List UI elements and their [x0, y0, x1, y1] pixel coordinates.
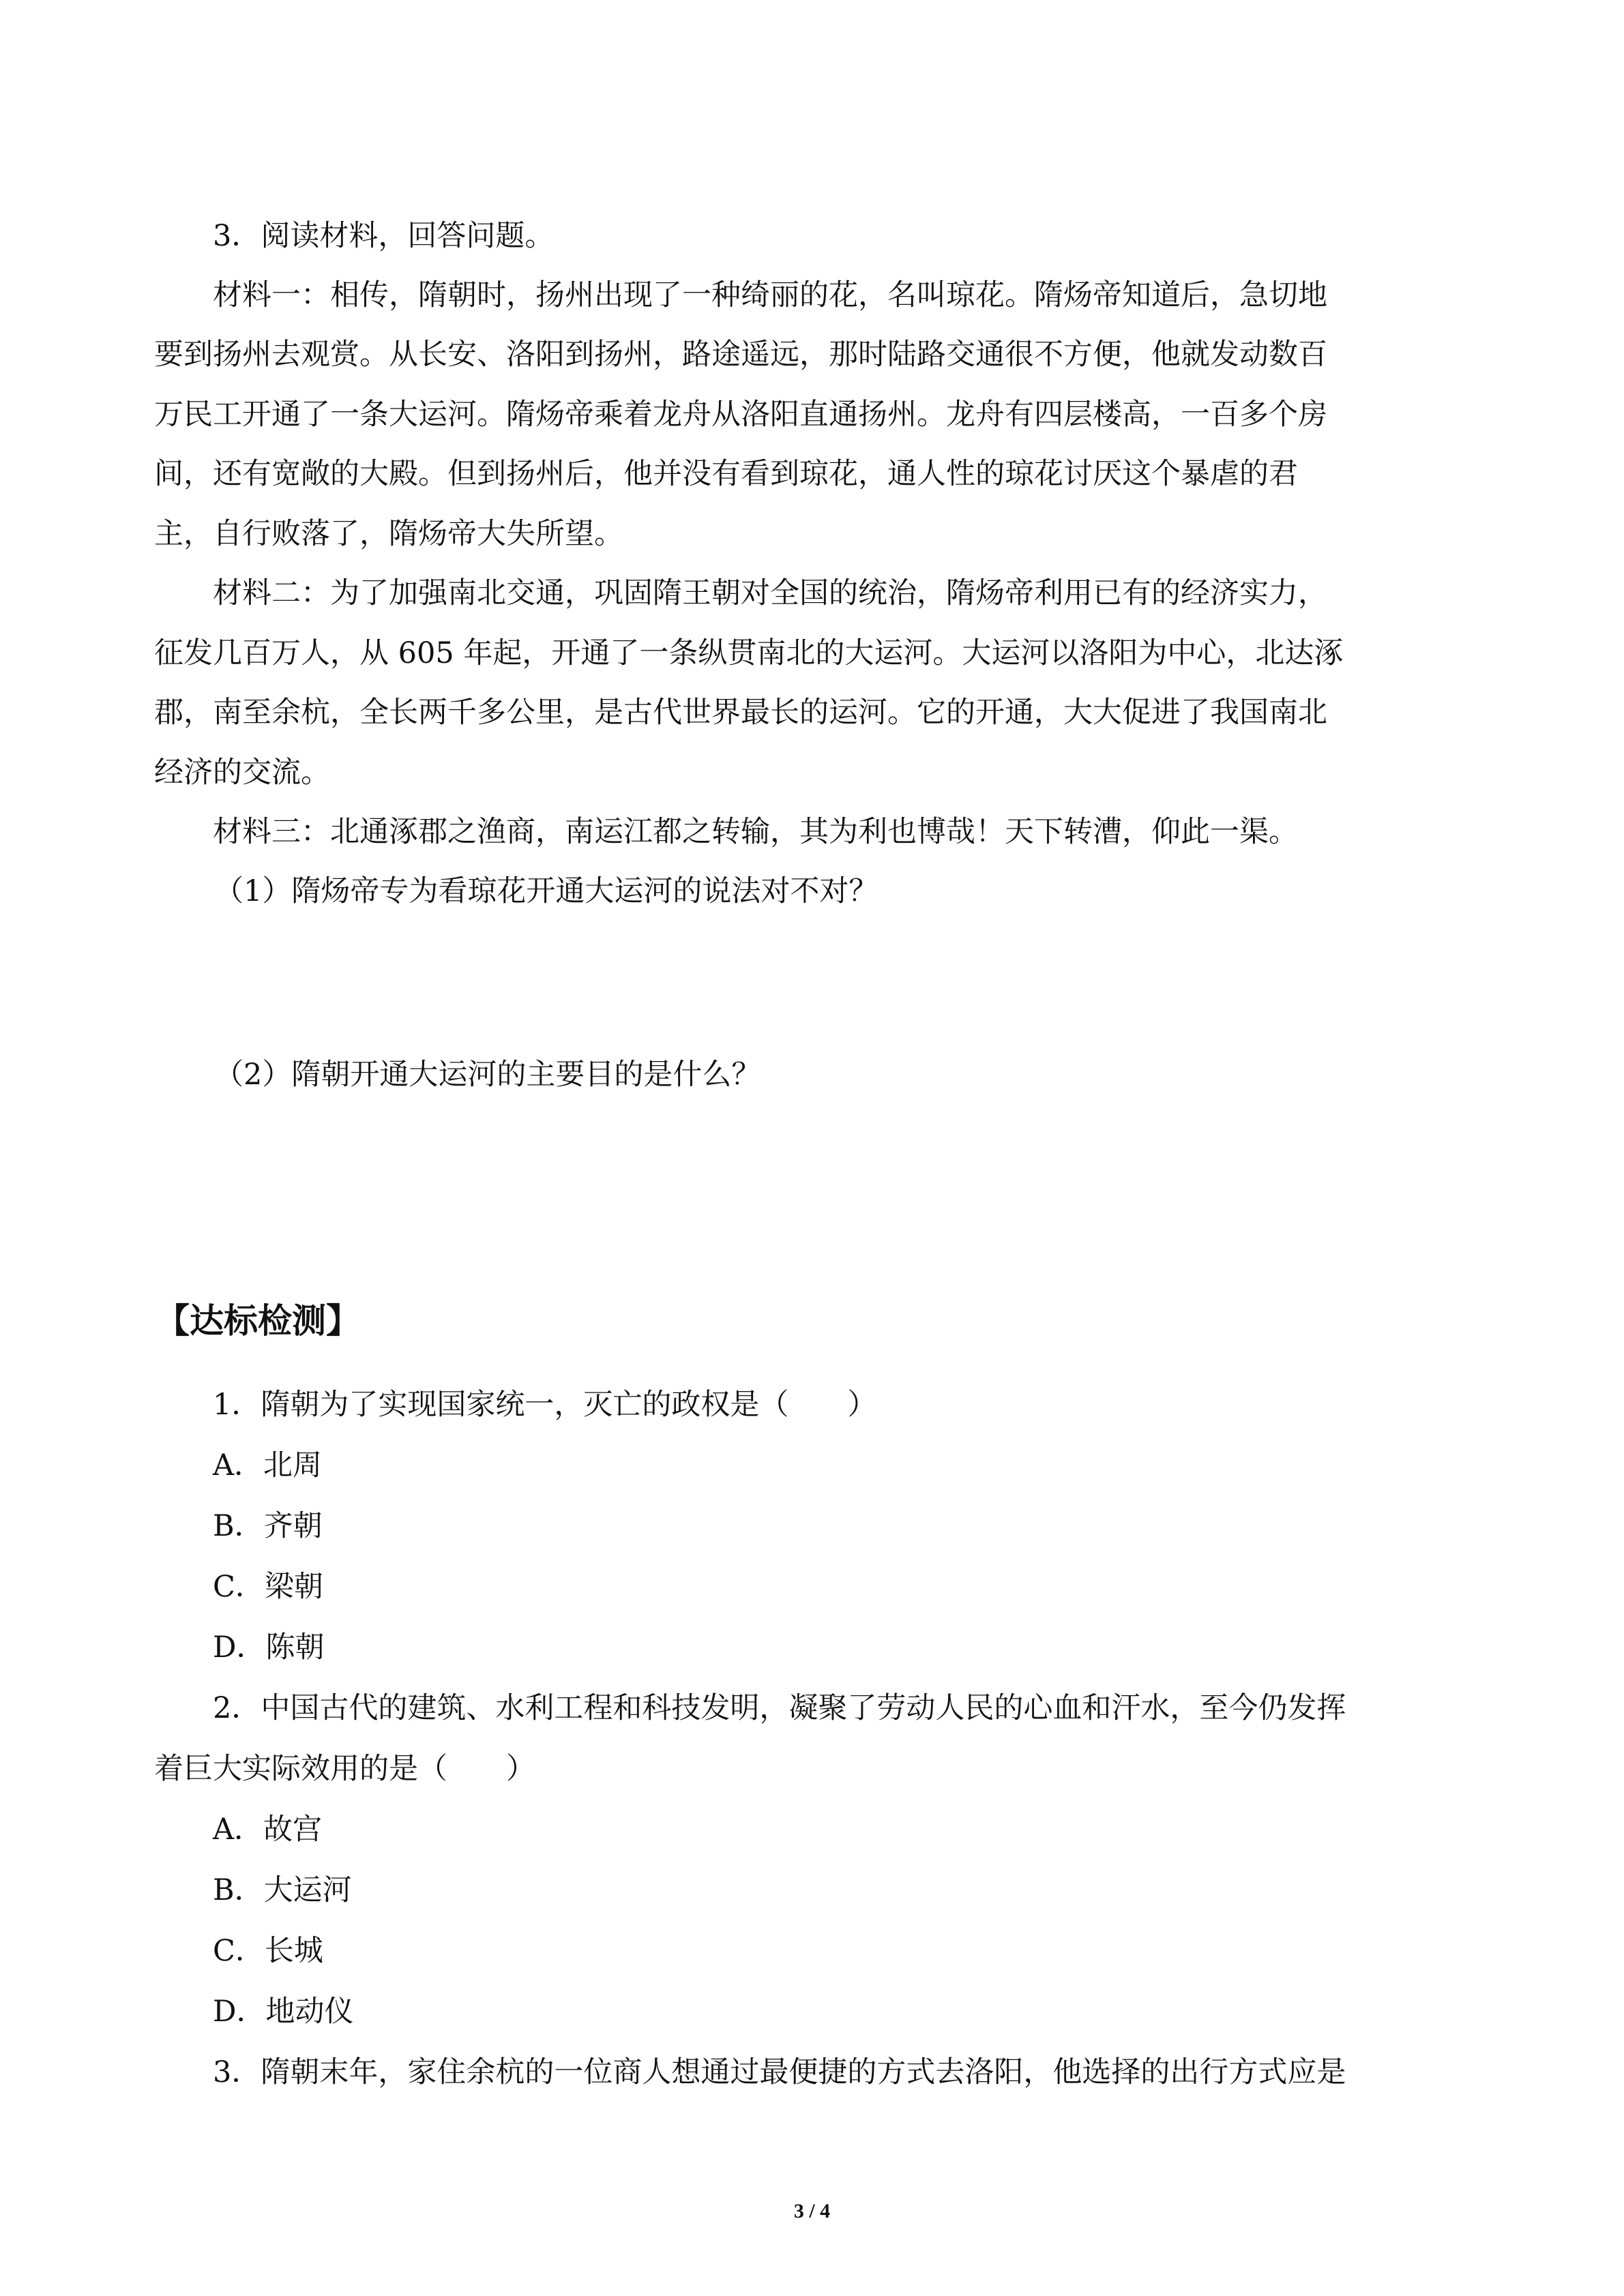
test-question-2: 2．中国古代的建筑、水利工程和科技发明，凝聚了劳动人民的心血和汗水，至今仍发挥 — [213, 1691, 1346, 1725]
page-number: 3 / 4 — [793, 2200, 831, 2222]
q2-option-a: A．故宫 — [213, 1813, 323, 1847]
q1-option-b: B．齐朝 — [213, 1509, 323, 1543]
test-question-1: 1．隋朝为了实现国家统一，灭亡的政权是（ ） — [213, 1388, 877, 1422]
reading-question-title: 3．阅读材料，回答问题。 — [213, 219, 555, 253]
material2-line: 征发几百万人，从 605 年起，开通了一条纵贯南北的大运河。大运河以洛阳为中心，北达涿 — [154, 636, 1344, 670]
sub-question-2: （2）隋朝开通大运河的主要目的是什么？ — [214, 1058, 761, 1092]
material2-line: 经济的交流。 — [154, 756, 330, 790]
q1-option-d: D．陈朝 — [213, 1630, 325, 1665]
material1-line: 主，自行败落了，隋炀帝大失所望。 — [154, 517, 623, 551]
material2-line: 材料二：为了加强南北交通，巩固隋王朝对全国的统治，隋炀帝利用已有的经济实力， — [213, 576, 1327, 610]
material1-line: 万民工开通了一条大运河。隋炀帝乘着龙舟从洛阳直通扬州。龙舟有四层楼高，一百多个房 — [154, 398, 1327, 432]
material1-line: 要到扬州去观赏。从长安、洛阳到扬州，路途遥远，那时陆路交通很不方便，他就发动数百 — [154, 338, 1327, 372]
material2-line: 郡，南至余杭，全长两千多公里，是古代世界最长的运河。它的开通，大大促进了我国南北 — [154, 696, 1327, 730]
q2-option-c: C．长城 — [213, 1934, 323, 1968]
material1-line: 材料一：相传，隋朝时，扬州出现了一种绮丽的花，名叫琼花。隋炀帝知道后，急切地 — [213, 278, 1327, 312]
sub-question-1: （1）隋炀帝专为看琼花开通大运河的说法对不对？ — [214, 874, 879, 908]
q2-option-b: B．大运河 — [213, 1873, 352, 1907]
material1-line: 间，还有宽敞的大殿。但到扬州后，他并没有看到琼花，通人性的琼花讨厌这个暴虐的君 — [154, 457, 1298, 491]
q1-option-c: C．梁朝 — [213, 1570, 323, 1604]
q1-option-a: A．北周 — [213, 1448, 323, 1482]
material3-line: 材料三：北通涿郡之渔商，南运江都之转输，其为利也博哉！天下转漕，仰此一渠。 — [213, 815, 1298, 849]
test-question-2-cont: 着巨大实际效用的是（ ） — [154, 1752, 535, 1786]
test-question-3: 3．隋朝末年，家住余杭的一位商人想通过最便捷的方式去洛阳，他选择的出行方式应是 — [213, 2055, 1346, 2089]
q2-option-d: D．地动仪 — [213, 1995, 354, 2029]
section-heading: 【达标检测】 — [156, 1301, 360, 1341]
